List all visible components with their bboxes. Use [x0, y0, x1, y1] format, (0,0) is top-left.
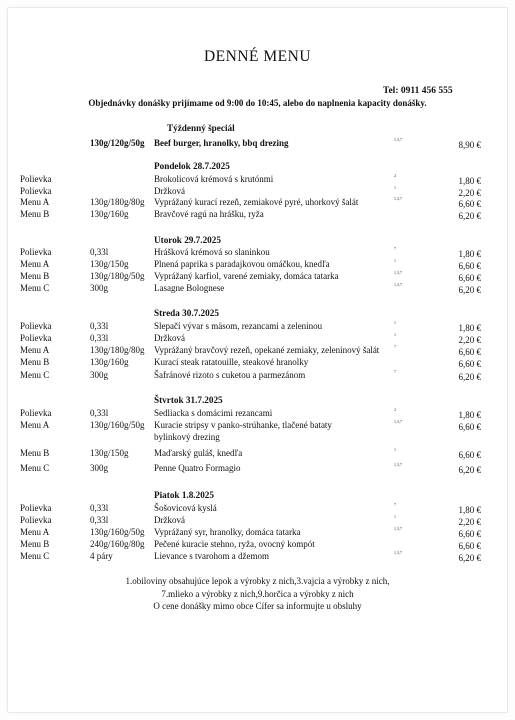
item-description: Bravčové ragú na hrášku, ryža: [154, 209, 264, 219]
item-allergens: 1: [394, 320, 396, 325]
item-quantity: 4 páry: [90, 551, 113, 561]
item-description: Penne Quatro Formagio: [154, 463, 241, 473]
item-description: Slepačí vývar s mäsom, rezancami a zeleninou: [154, 321, 323, 331]
item-type: Polievka: [20, 186, 52, 196]
item-allergens: 1,3,7: [394, 526, 402, 531]
page-title: DENNÉ MENU: [203, 48, 312, 65]
item-quantity: 0,33l: [90, 247, 109, 257]
item-quantity: 240g/160g/80g: [90, 539, 145, 549]
item-price: 1,80 €: [458, 505, 481, 515]
item-description: Šafránové rizoto s cuketou a parmezánom: [154, 370, 306, 380]
item-description: Držková: [154, 186, 185, 196]
section-heading: Utorok 29.7.2025: [154, 235, 221, 245]
item-price: 6,60 €: [458, 347, 481, 357]
item-description: Sedliacka s domácimi rezancami: [154, 408, 273, 418]
orders-note: Objednávky donášky prijímame od 9:00 do 10:45, alebo do naplnenia kapacity donášky.: [88, 98, 427, 108]
item-quantity: 130g/160g: [90, 357, 129, 367]
item-quantity: 300g: [90, 283, 108, 293]
item-description: Vyprážaný karfiol, varené zemiaky, domáca tatarka: [154, 271, 339, 281]
item-quantity: 0,33l: [90, 321, 109, 331]
item-description: Vyprážaný kurací rezeň, zemiakové pyré, uhorkový šalát: [154, 197, 359, 207]
item-description: Brokolicová krémová s krutónmi: [154, 174, 274, 184]
item-allergens: 2: [394, 173, 396, 178]
item-type: Menu A: [20, 259, 50, 269]
item-quantity: 130g/150g: [90, 448, 129, 458]
item-allergens: 1,3,7: [394, 282, 402, 287]
item-allergens: 2: [394, 407, 396, 412]
item-description: Lasagne Bolognese: [154, 283, 225, 293]
item-price: 6,60 €: [458, 273, 481, 283]
item-quantity: 130g/180g/50g: [90, 271, 145, 281]
item-type: Polievka: [20, 174, 52, 184]
section-heading: Piatok 1.8.2025: [154, 490, 214, 500]
item-price: 6,20 €: [458, 465, 481, 475]
item-type: Menu A: [20, 420, 50, 430]
item-description: Hrášková krémová so slaninkou: [154, 247, 270, 257]
item-description: Kuracie stripsy v panko-strúhanke, tlačené bataty: [154, 420, 332, 430]
item-quantity: 130g/160g/50g: [90, 527, 145, 537]
item-type: Menu C: [20, 370, 50, 380]
item-quantity: 0,33l: [90, 333, 109, 343]
item-type: Polievka: [20, 408, 52, 418]
item-type: Menu B: [20, 539, 50, 549]
item-quantity: 0,33l: [90, 503, 109, 513]
item-type: Polievka: [20, 503, 52, 513]
item-quantity: 130g/120g/50g: [90, 138, 145, 148]
item-price: 6,60 €: [458, 541, 481, 551]
section-heading: Streda 30.7.2025: [154, 308, 219, 318]
item-quantity: 130g/150g: [90, 259, 129, 269]
item-type: Menu C: [20, 283, 50, 293]
item-allergens: 7: [394, 344, 396, 349]
item-price: 6,60 €: [458, 450, 481, 460]
item-description: Kurací steak ratatouille, steakové hranolky: [154, 357, 309, 367]
item-allergens: 7: [394, 246, 396, 251]
footer-line-3: O cene donášky mimo obce Cífer sa informujte u obsluhy: [153, 601, 362, 611]
item-allergens: 1,3,7: [394, 270, 402, 275]
item-price: 6,60 €: [458, 422, 481, 432]
section-heading: Týždenný špeciál: [167, 123, 235, 133]
item-description: Vyprážaný syr, hranolky, domáca tatarka: [154, 527, 301, 537]
item-description: Plnená paprika s paradajkovou omáčkou, knedľa: [154, 259, 330, 269]
item-allergens: 7: [394, 369, 396, 374]
item-price: 6,60 €: [458, 529, 481, 539]
item-description: Šošovicová kyslá: [154, 503, 217, 513]
item-type: Menu A: [20, 527, 50, 537]
item-type: Polievka: [20, 321, 52, 331]
item-quantity: 130g/180g/80g: [90, 345, 145, 355]
item-allergens: 1,3,7: [394, 550, 402, 555]
item-description-continued: bylinkový drezing: [154, 432, 220, 442]
item-price: 8,90 €: [458, 140, 481, 150]
item-quantity: 300g: [90, 370, 108, 380]
item-description: Beef burger, hranolky, bbq drezing: [154, 138, 289, 148]
item-price: 6,60 €: [458, 199, 481, 209]
item-type: Polievka: [20, 515, 52, 525]
item-quantity: 0,33l: [90, 408, 109, 418]
item-description: Pečené kuracie stehno, ryža, ovocný kompót: [154, 539, 315, 549]
item-type: Menu B: [20, 357, 50, 367]
phone-number: Tel: 0911 456 555: [383, 86, 453, 96]
item-allergens: 1: [394, 332, 396, 337]
item-allergens: 1,3,7: [394, 196, 402, 201]
item-type: Polievka: [20, 333, 52, 343]
item-price: 1,80 €: [458, 323, 481, 333]
item-price: 6,60 €: [458, 261, 481, 271]
item-price: 6,20 €: [458, 553, 481, 563]
item-description: Vyprážaný bravčový rezeň, opekané zemiaky, zeleninový šalát: [154, 345, 380, 355]
item-allergens: 1,3,7: [394, 419, 402, 424]
item-price: 6,60 €: [458, 359, 481, 369]
item-price: 6,20 €: [458, 211, 481, 221]
item-quantity: 0,33l: [90, 515, 109, 525]
section-heading: Štvrtok 31.7.2025: [154, 395, 223, 405]
item-type: Menu B: [20, 209, 50, 219]
item-quantity: 300g: [90, 463, 108, 473]
item-allergens: 1,3,7: [394, 462, 402, 467]
item-price: 2,20 €: [458, 335, 481, 345]
item-price: 1,80 €: [458, 249, 481, 259]
item-allergens: 1: [394, 185, 396, 190]
item-type: Menu C: [20, 463, 50, 473]
footer-line-1: 1.obiloviny obsahujúce lepok a výrobky z nich,3.vajcia a výrobky z nich,: [125, 576, 390, 586]
item-description: Držková: [154, 515, 185, 525]
item-allergens: 1,3,7: [394, 137, 402, 142]
item-price: 2,20 €: [458, 188, 481, 198]
item-allergens: 1: [394, 258, 396, 263]
item-type: Menu A: [20, 345, 50, 355]
item-type: Menu A: [20, 197, 50, 207]
allergen-footer: [0, 575, 515, 613]
item-type: Polievka: [20, 247, 52, 257]
item-allergens: 1: [394, 514, 396, 519]
item-description: Maďarský guláš, knedľa: [154, 448, 243, 458]
item-allergens: 7: [394, 502, 396, 507]
item-quantity: 130g/160g: [90, 209, 129, 219]
section-heading: Pondelok 28.7.2025: [154, 161, 230, 171]
item-price: 2,20 €: [458, 517, 481, 527]
footer-line-2: 7.mlieko a výrobky z nich,9.horčica a výrobky z nich: [161, 588, 354, 599]
item-price: 1,80 €: [458, 410, 481, 420]
item-quantity: 130g/160g/50g: [90, 420, 145, 430]
item-type: Menu B: [20, 271, 50, 281]
item-type: Menu B: [20, 448, 50, 458]
item-allergens: 1: [394, 447, 396, 452]
item-price: 6,20 €: [458, 285, 481, 295]
item-description: Lievance s tvarohom a džemom: [154, 551, 269, 561]
item-price: 6,20 €: [458, 372, 481, 382]
item-description: Držková: [154, 333, 185, 343]
item-price: 1,80 €: [458, 176, 481, 186]
item-type: Menu C: [20, 551, 50, 561]
item-quantity: 130g/180g/80g: [90, 197, 145, 207]
